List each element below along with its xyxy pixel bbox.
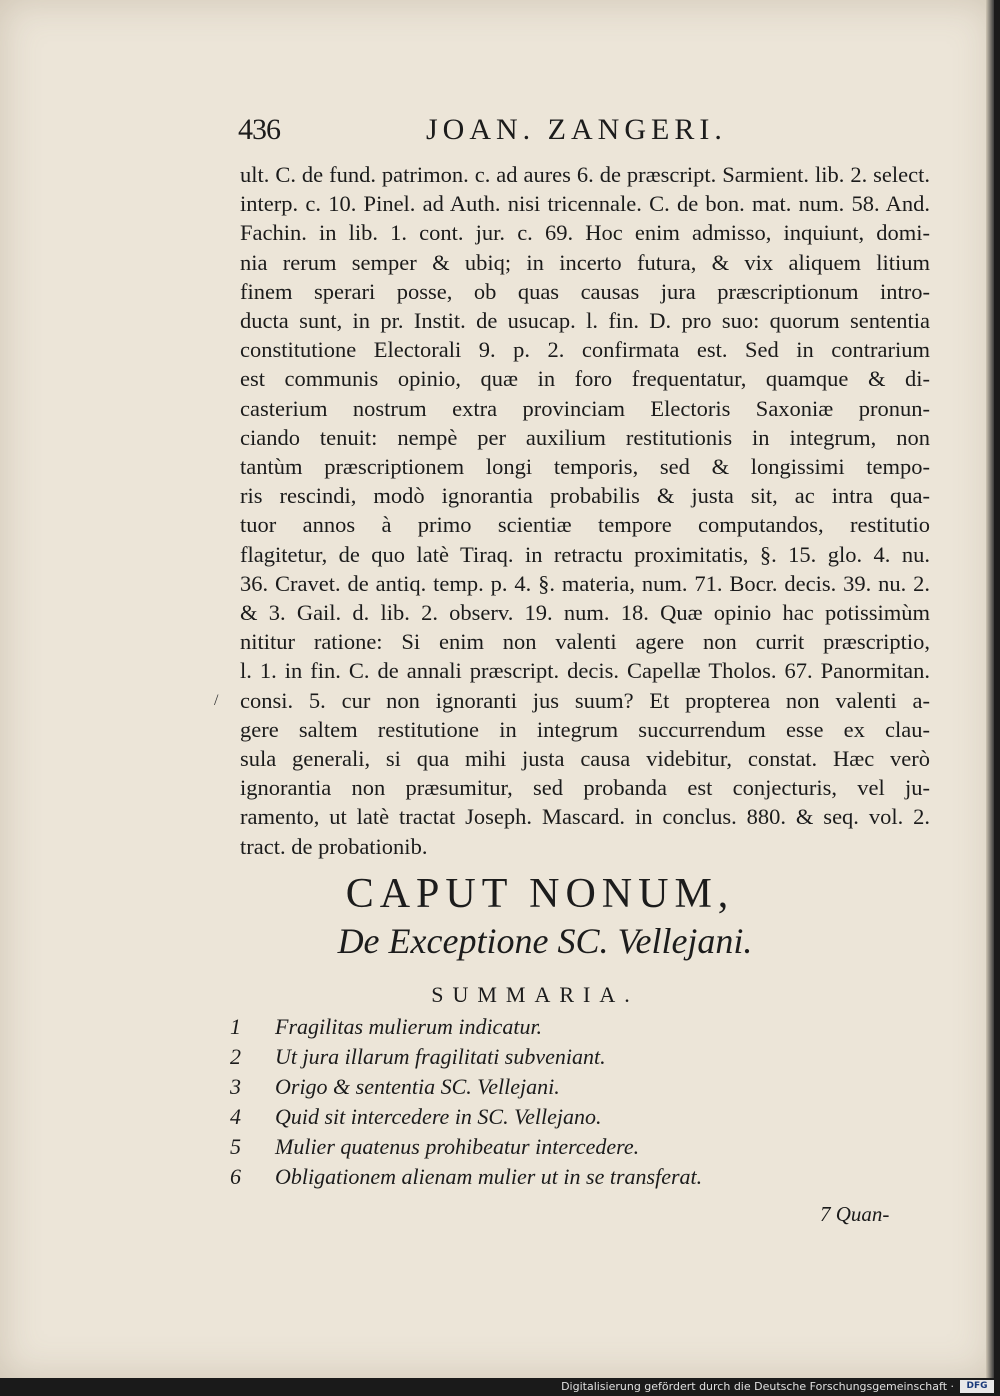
summary-item: [230, 1132, 790, 1162]
summary-item: [230, 1072, 790, 1102]
running-head: JOAN. ZANGERI.: [426, 113, 727, 146]
body-text: [240, 160, 930, 861]
text-line: ris rescindi, modò ignorantia probabilis & justa sit, ac intra qua-: [240, 483, 930, 509]
catchword: 7 Quan-: [820, 1202, 890, 1226]
text-line: 36. Cravet. de antiq. temp. p. 4. §. materia, num. 71. Bocr. decis. 39. nu. 2.: [240, 570, 930, 596]
text-line: casterium nostrum extra provinciam Electoris Saxoniæ pronun-: [240, 395, 930, 421]
summary-list: [230, 1012, 790, 1192]
summary-text: Mulier quatenus prohibeatur intercedere.: [275, 1134, 640, 1159]
text-line: tuor annos à primo scientiæ tempore computandos, restitutio: [240, 512, 930, 538]
summary-number: 3: [230, 1074, 241, 1099]
text-line: ignorantia non præsumitur, sed probanda est conjecturis, vel ju-: [240, 775, 930, 801]
dfg-logo[interactable]: DFG: [960, 1380, 994, 1393]
chapter-title: CAPUT NONUM,: [345, 871, 735, 917]
summary-item: [230, 1042, 790, 1072]
text-line: interp. c. 10. Pinel. ad Auth. nisi tricennale. C. de bon. mat. num. 58. And.: [240, 191, 930, 217]
summary-text: Ut jura illarum fragilitati subveniant.: [275, 1044, 606, 1069]
summary-text: Obligationem alienam mulier ut in se transferat.: [275, 1164, 703, 1189]
footer-bar: [0, 1378, 1000, 1396]
text-line: sula generali, si qua mihi justa causa videbitur, constat. Hæc verò: [240, 746, 930, 772]
summaria-heading: SUMMARIA.: [431, 982, 639, 1007]
summary-number: 4: [230, 1104, 241, 1129]
text-line: gere saltem restitutione in integrum succurrendum esse ex clau-: [240, 716, 930, 742]
text-line: tract. de probationib.: [240, 833, 428, 859]
text-line: consi. 5. cur non ignoranti jus suum? Et propterea non valenti a-: [240, 687, 930, 713]
text-line: nititur ratione: Si enim non valenti agere non currit præscriptio,: [240, 629, 930, 655]
page-header: [238, 113, 938, 153]
text-line: tantùm præscriptionem longi temporis, sed & longissimi tempo-: [240, 454, 930, 480]
text-line: ciando tenuit: nempè per auxilium restitutionis in integrum, non: [240, 424, 930, 450]
summary-number: 2: [230, 1044, 241, 1069]
text-line: finem sperari posse, ob quas causas jura præscriptionum intro-: [240, 278, 930, 304]
text-line: ramento, ut latè tractat Joseph. Mascard. in conclus. 880. & seq. vol. 2.: [240, 804, 930, 830]
text-line: Fachin. in lib. 1. cont. jur. c. 69. Hoc enim admisso, inquiunt, domi-: [240, 220, 930, 246]
page-edge: [986, 0, 994, 1378]
text-line: flagitetur, de quo latè Tiraq. in retractu proximitatis, §. 15. glo. 4. nu.: [240, 541, 930, 567]
summary-text: Origo & sententia SC. Vellejani.: [275, 1074, 560, 1099]
text-line: l. 1. in fin. C. de annali præscript. decis. Capellæ Tholos. 67. Panormitan.: [240, 658, 930, 684]
text-line: constitutione Electorali 9. p. 2. confirmata est. Sed in contrarium: [240, 337, 930, 363]
text-line: ult. C. de fund. patrimon. c. ad aures 6. de præscript. Sarmient. lib. 2. select.: [240, 162, 930, 187]
text-line: nia rerum semper & ubiq; in incerto futura, & vix aliquem litium: [240, 249, 930, 275]
chapter-subtitle: De Exceptione SC. Vellejani.: [337, 921, 753, 961]
summary-number: 1: [230, 1014, 241, 1039]
page-number: 436: [238, 113, 280, 146]
text-line: ducta sunt, in pr. Instit. de usucap. l. fin. D. pro suo: quorum sententia: [240, 308, 930, 334]
summary-number: 6: [230, 1164, 241, 1189]
summary-item: [230, 1102, 790, 1132]
summary-item: [230, 1012, 790, 1042]
summary-text: Fragilitas mulierum indicatur.: [275, 1014, 543, 1039]
summary-number: 5: [230, 1134, 241, 1159]
summary-text: Quid sit intercedere in SC. Vellejano.: [275, 1104, 602, 1129]
text-line: & 3. Gail. d. lib. 2. observ. 19. num. 18. Quæ opinio hac potissimùm: [240, 600, 930, 626]
text-line: est communis opinio, quæ in foro frequentatur, quamque & di-: [240, 366, 930, 392]
summary-item: [230, 1162, 790, 1192]
margin-mark: /: [214, 692, 219, 709]
footer-credit: Digitalisierung gefördert durch die Deutsche Forschungsgemeinschaft ·: [561, 1380, 954, 1393]
